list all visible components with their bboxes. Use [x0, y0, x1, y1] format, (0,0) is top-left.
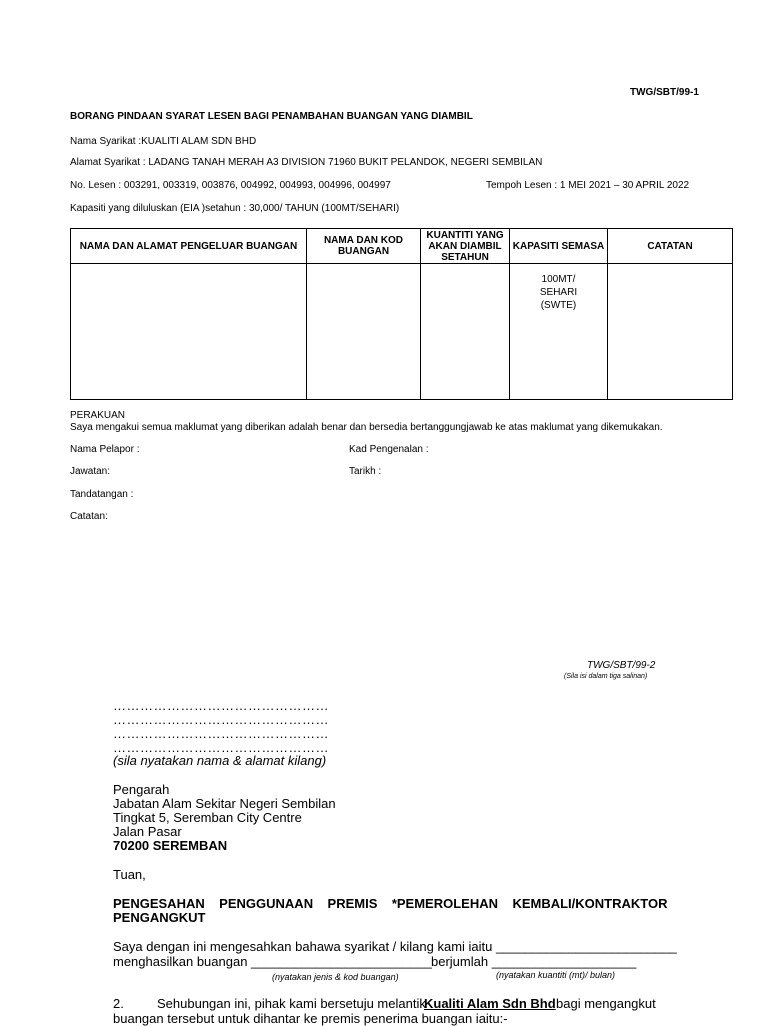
factory-note: (sila nyatakan nama & alamat kilang) [113, 753, 327, 768]
cell-capacity [510, 264, 608, 400]
declaration-text: Saya mengakui semua maklumat yang diberikan adalah benar dan bersedia bertanggungjawab ke atas maklumat yang dikemukakan. [70, 422, 663, 433]
col-header-capacity: KAPASITI SEMASA [510, 229, 608, 264]
col-header-quantity: KUANTITI YANG AKAN DIAMBIL SETAHUN [421, 229, 510, 264]
waste-type-note: (nyatakan jenis & kod buangan) [272, 972, 399, 982]
date-label: Tarikh : [349, 466, 382, 477]
addressee-building: Tingkat 5, Seremban City Centre [113, 810, 302, 825]
position-label: Jawatan: [70, 466, 111, 477]
cell-notes [608, 264, 733, 400]
declaration-heading: PERAKUAN [70, 410, 126, 421]
form-title: BORANG PINDAAN SYARAT LESEN BAGI PENAMBAHAN BUANGAN YANG DIAMBIL [70, 111, 473, 122]
paragraph-2-number: 2. [113, 996, 124, 1011]
table-row [71, 264, 733, 400]
company-address: Alamat Syarikat : LADANG TANAH MERAH A3 DIVISION 71960 BUKIT PELANDOK, NEGERI SEMBILAN [70, 157, 543, 168]
addressee-postcode-city: 70200 SEREMBAN [113, 838, 228, 853]
paragraph-2-continued: buangan tersebut untuk dihantar ke premis penerima buangan iaitu:- [113, 1011, 508, 1026]
appointed-company: Kualiti Alam Sdn Bhd [424, 996, 556, 1011]
dotted-line: ………………………………………… [113, 726, 329, 741]
subject-line-continued: PENGANGKUT [113, 910, 206, 925]
paragraph-1-quantity: berjumlah ____________________ [431, 954, 637, 969]
license-number: No. Lesen : 003291, 003319, 003876, 004992, 004993, 004996, 004997 [70, 180, 391, 191]
form-reference: TWG/SBT/99-1 [630, 87, 699, 98]
salutation: Tuan, [113, 867, 146, 882]
col-header-notes: CATATAN [608, 229, 733, 264]
signature-label: Tandatangan : [70, 489, 134, 500]
paragraph-1: Saya dengan ini mengesahkan bahawa syarikat / kilang kami iaitu _________________________ [113, 939, 677, 954]
notes-label: Catatan: [70, 511, 108, 522]
table-header-row [71, 229, 733, 264]
addressee-department: Jabatan Alam Sekitar Negeri Sembilan [113, 796, 336, 811]
addressee-street: Jalan Pasar [113, 824, 182, 839]
reporter-name-label: Nama Pelapor : [70, 444, 140, 455]
dotted-line: ………………………………………… [113, 712, 329, 727]
dotted-line: ………………………………………… [113, 698, 329, 713]
cell-quantity [421, 264, 510, 400]
paragraph-2: Sehubungan ini, pihak kami bersetuju melantik [157, 996, 426, 1011]
paragraph-1-waste: menghasilkan buangan _________________________ [113, 954, 432, 969]
capacity-value: 100MT/ SEHARI (SWTE) [539, 274, 578, 311]
waste-table [70, 228, 733, 400]
license-period: Tempoh Lesen : 1 MEI 2021 – 30 APRIL 2022 [486, 180, 690, 191]
col-header-producer: NAMA DAN ALAMAT PENGELUAR BUANGAN [71, 229, 307, 264]
col-header-waste-code: NAMA DAN KOD BUANGAN [307, 229, 421, 264]
approved-capacity: Kapasiti yang diluluskan (EIA )setahun : 30,000/ TAHUN (100MT/SEHARI) [70, 203, 400, 214]
dotted-line: ………………………………………… [113, 740, 329, 755]
letter-reference-note: (Sila isi dalam tiga salinan) [564, 673, 648, 680]
letter-reference: TWG/SBT/99-2 [587, 660, 656, 671]
quantity-note: (nyatakan kuantiti (mt)/ bulan) [496, 970, 616, 980]
paragraph-2-end: bagi mengangkut [556, 996, 656, 1011]
subject-line: PENGESAHAN PENGGUNAAN PREMIS *PEMEROLEHAN KEMBALI/KONTRAKTOR [113, 896, 668, 911]
cell-producer [71, 264, 307, 400]
addressee-title: Pengarah [113, 782, 170, 797]
company-name: Nama Syarikat :KUALITI ALAM SDN BHD [70, 136, 257, 147]
ic-number-label: Kad Pengenalan : [349, 444, 429, 455]
cell-waste-code [307, 264, 421, 400]
